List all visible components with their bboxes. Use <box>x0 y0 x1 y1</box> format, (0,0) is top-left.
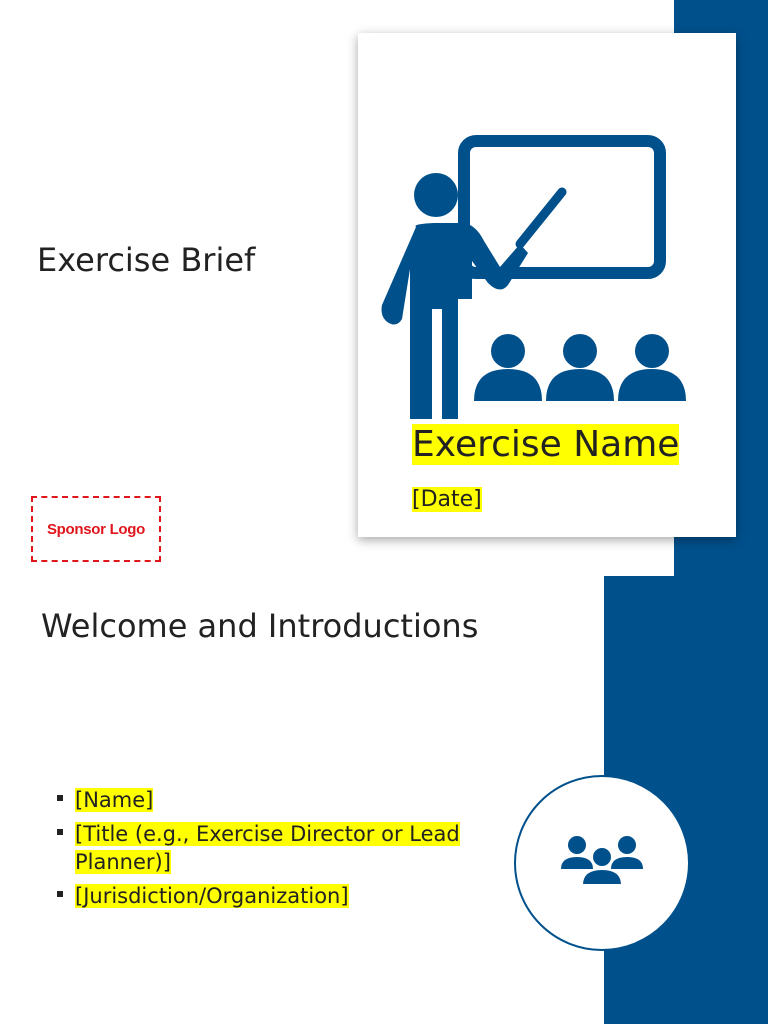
sponsor-logo-label: Sponsor Logo <box>46 520 146 538</box>
list-item: [Jurisdiction/Organization] <box>57 882 477 910</box>
trainer-presentation-icon <box>372 129 692 419</box>
sponsor-logo-placeholder <box>31 496 161 562</box>
group-icon <box>557 833 647 893</box>
list-item: [Title (e.g., Exercise Director or Lead Planner)] <box>57 820 477 876</box>
cover-card <box>358 33 736 537</box>
slide-title-welcome: Welcome and Introductions <box>41 607 479 645</box>
list-item: [Name] <box>57 786 477 814</box>
introductions-list <box>57 786 477 916</box>
slide-title-exercise-brief: Exercise Brief <box>37 241 256 279</box>
group-icon-badge <box>514 775 690 951</box>
exercise-name-placeholder: Exercise Name <box>412 424 680 465</box>
date-placeholder: [Date] <box>412 487 482 512</box>
